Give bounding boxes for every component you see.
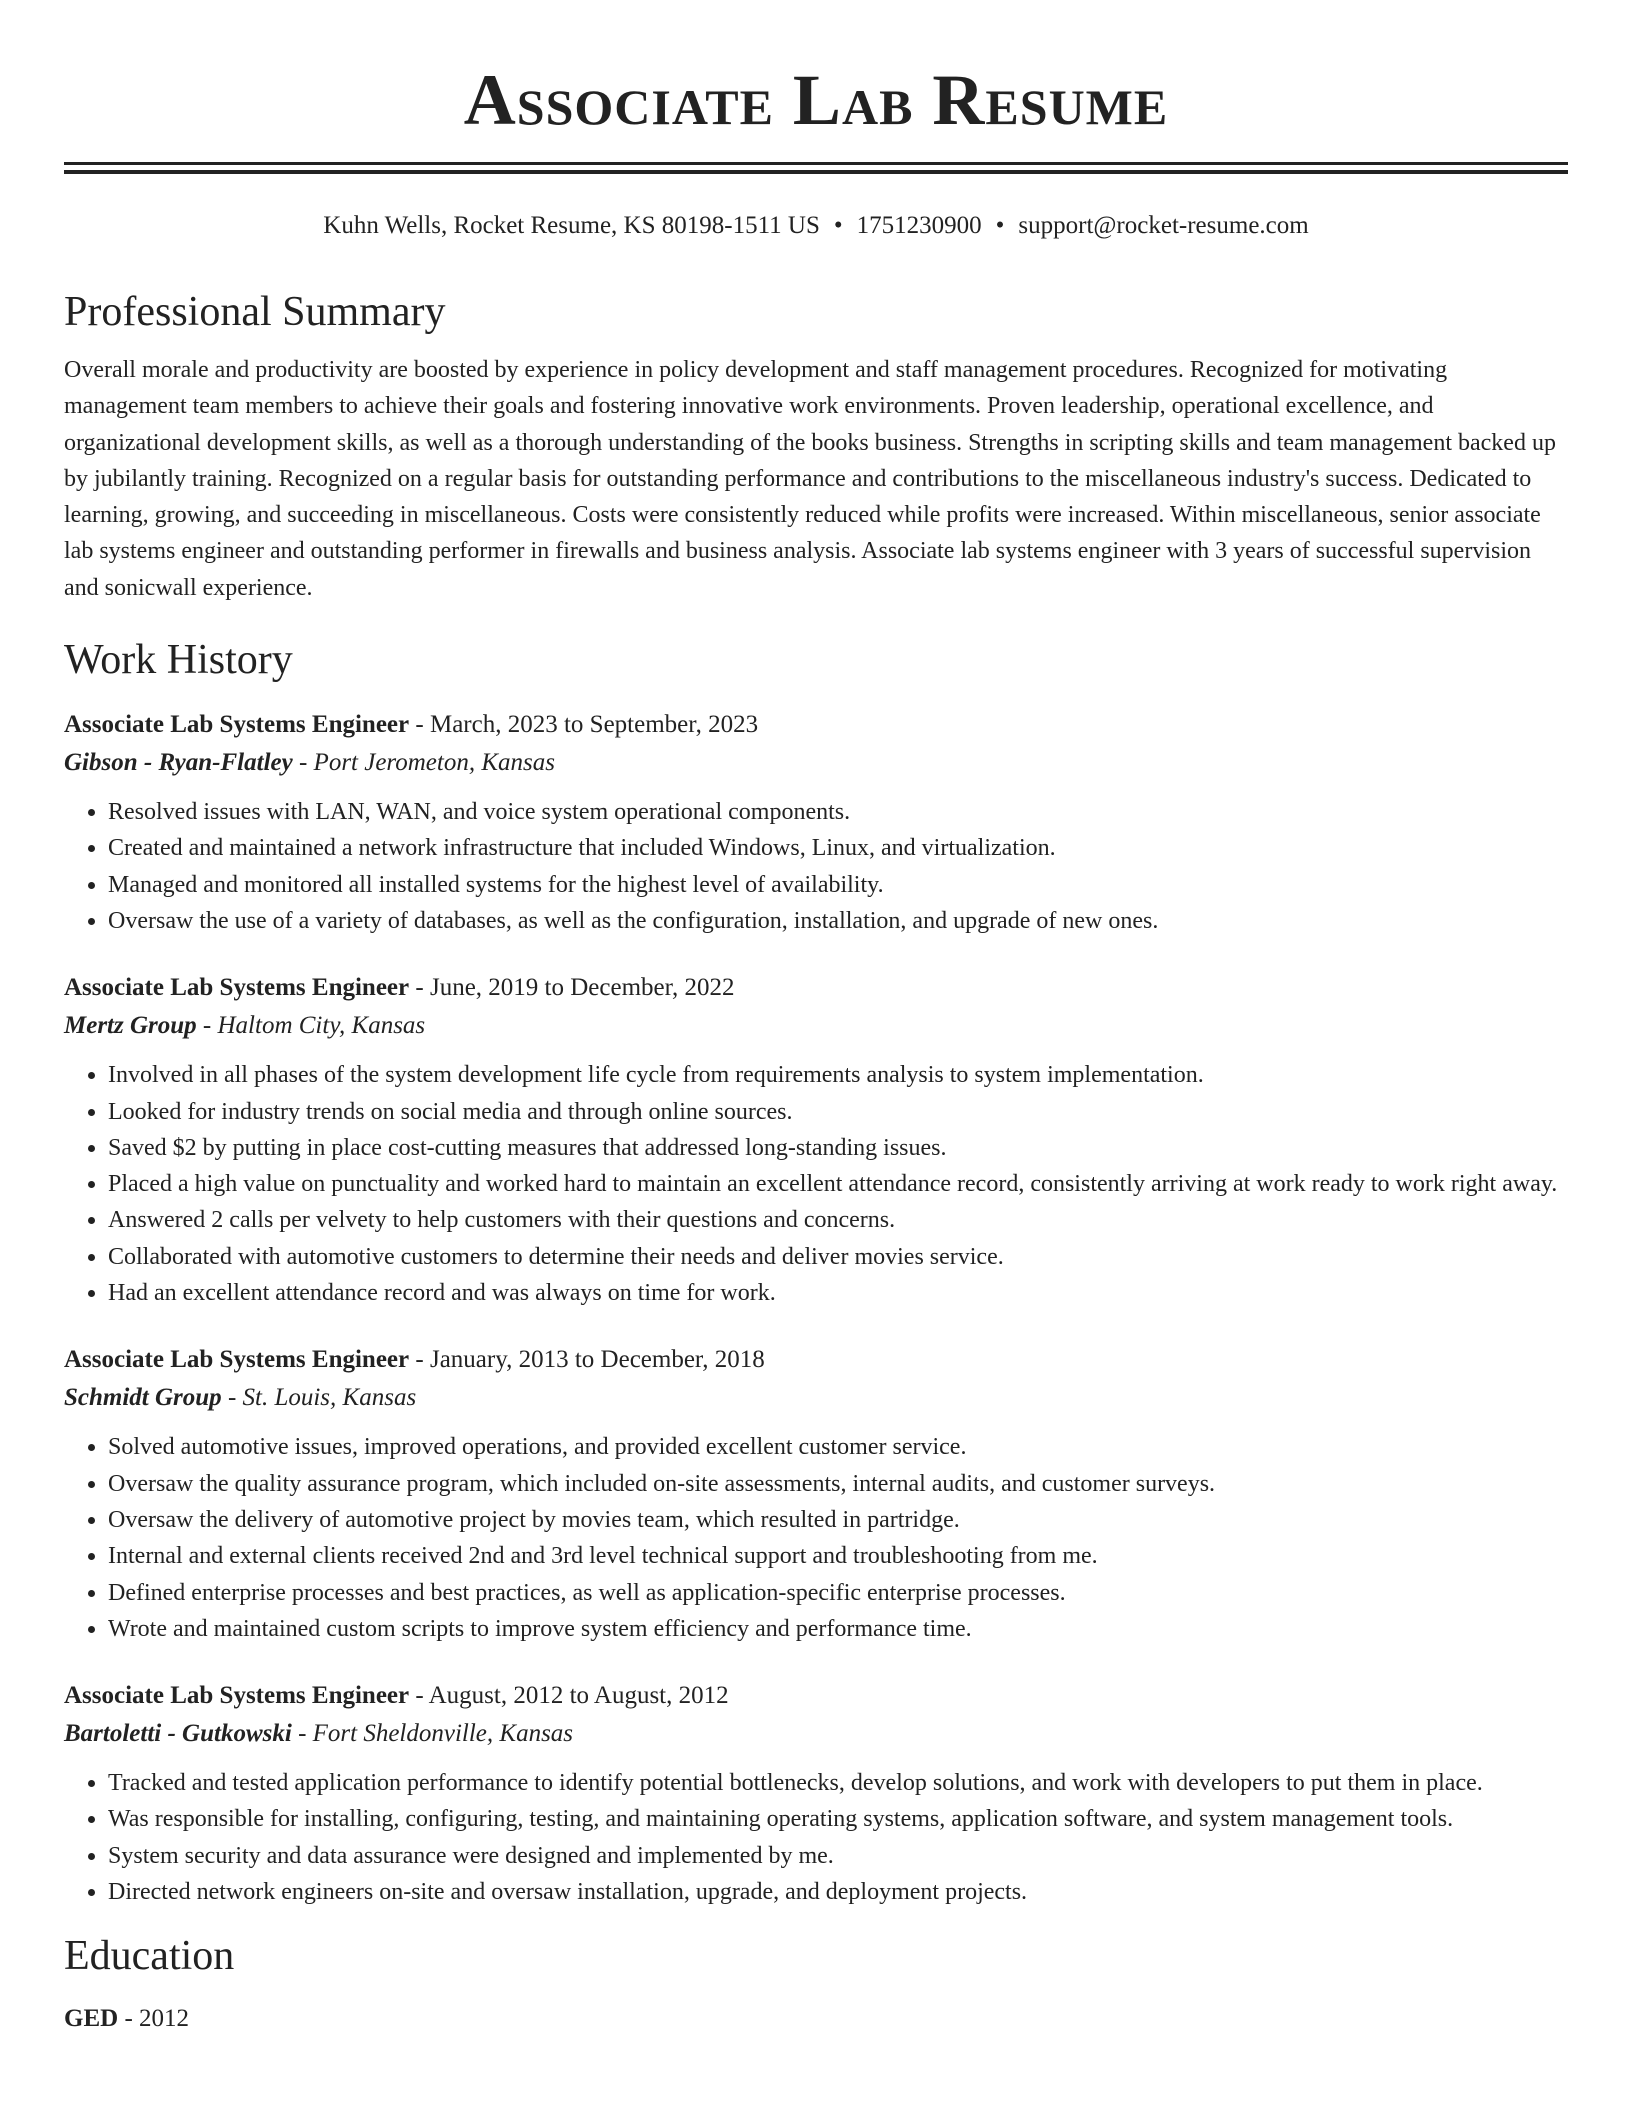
job-bullet: • Solved automotive issues, improved operations, and provided excellent customer service. — [108, 1429, 1568, 1465]
contact-separator: • — [995, 212, 1005, 239]
contact-address: Kuhn Wells, Rocket Resume, KS 80198-1511 US — [323, 212, 820, 239]
job-bullets — [64, 794, 1568, 939]
job-bullet: • Wrote and maintained custom scripts to improve system efficiency and performance time. — [108, 1611, 1568, 1647]
job-bullets — [64, 1429, 1568, 1647]
summary-heading: Professional Summary — [64, 289, 446, 335]
dash: - — [409, 974, 430, 1002]
company-name: Schmidt Group — [64, 1384, 222, 1412]
job-bullets — [64, 1765, 1568, 1910]
contact-phone: 1751230900 — [856, 212, 982, 239]
job-bullet: • Managed and monitored all installed systems for the highest level of availability. — [108, 867, 1568, 903]
job-bullet: • Tracked and tested application performance to identify potential bottlenecks, develop solutions, and work with developers to put them in place. — [108, 1765, 1568, 1801]
job-title: Associate Lab Systems Engineer — [64, 1346, 410, 1374]
job-bullet: • Answered 2 calls per velvety to help customers with their questions and concerns. — [108, 1202, 1568, 1238]
job-bullet: • Defined enterprise processes and best practices, as well as application-specific enterprise processes. — [108, 1575, 1568, 1611]
company-line — [64, 744, 1568, 782]
job-bullet: • Directed network engineers on-site and oversaw installation, upgrade, and deployment projects. — [108, 1874, 1568, 1910]
company-name: Bartoletti - Gutkowski — [64, 1720, 292, 1748]
job-title: Associate Lab Systems Engineer — [64, 974, 410, 1002]
company-name: Gibson - Ryan-Flatley — [64, 749, 293, 777]
contact-email: support@rocket-resume.com — [1018, 212, 1309, 239]
job-bullet: • System security and data assurance were designed and implemented by me. — [108, 1838, 1568, 1874]
summary-text: Overall morale and productivity are boosted by experience in policy development and staff management procedures. Recognized for motivating management team members to achieve their goals and fostering innovative work environments. Proven leadership, operational excellence, and organizational development skills, as well as a thorough understanding of the books business. Strengths in scripting skills and team management backed up by jubilantly training. Recognized on a regular basis for outstanding performance and contributions to the miscellaneous industry's success. Dedicated to learning, growing, and succeeding in miscellaneous. Costs were consistently reduced while profits were increased. Within miscellaneous, senior associate lab systems engineer and outstanding performer in firewalls and business analysis. Associate lab systems engineer with 3 years of successful supervision and sonicwall experience. — [64, 357, 1556, 601]
education-entry — [64, 2000, 1568, 2038]
job-bullet: • Placed a high value on punctuality and worked hard to maintain an excellent attendance record, consistently arriving at work ready to work right away. — [108, 1166, 1568, 1202]
company-location: Port Jerometon, Kansas — [313, 749, 555, 777]
job-entry — [64, 1341, 1568, 1647]
education-heading: Education — [64, 1933, 235, 1980]
company-name: Mertz Group — [64, 1012, 197, 1040]
job-bullet: • Oversaw the delivery of automotive project by movies team, which resulted in partridge. — [108, 1502, 1568, 1538]
company-line — [64, 1007, 1568, 1045]
job-bullet: • Looked for industry trends on social media and through online sources. — [108, 1094, 1568, 1130]
dash: - — [196, 1012, 218, 1040]
job-entry — [64, 969, 1568, 1311]
dash: - — [292, 749, 314, 777]
company-location: Fort Sheldonville, Kansas — [312, 1720, 574, 1748]
job-bullet: • Resolved issues with LAN, WAN, and voice system operational components. — [108, 794, 1568, 830]
contact-line — [64, 210, 1568, 242]
contact-separator: • — [833, 212, 843, 239]
job-dates: January, 2013 to December, 2018 — [429, 1346, 765, 1374]
job-bullet: • Had an excellent attendance record and was always on time for work. — [108, 1275, 1568, 1311]
education-year: 2012 — [139, 2005, 190, 2033]
dash: - — [409, 1682, 429, 1710]
job-bullet: • Involved in all phases of the system development life cycle from requirements analysis to system implementation. — [108, 1057, 1568, 1093]
job-bullet: • Created and maintained a network infrastructure that included Windows, Linux, and virtualization. — [108, 830, 1568, 866]
company-location: St. Louis, Kansas — [242, 1384, 417, 1412]
company-location: Haltom City, Kansas — [217, 1012, 426, 1040]
job-bullet: • Collaborated with automotive customers to determine their needs and deliver movies service. — [108, 1239, 1568, 1275]
education-degree: GED — [64, 2005, 119, 2033]
job-bullets — [64, 1057, 1568, 1311]
title-divider — [64, 162, 1568, 174]
job-entry — [64, 1677, 1568, 1910]
dash: - — [118, 2005, 140, 2033]
dash: - — [409, 1346, 430, 1374]
dash: - — [291, 1720, 313, 1748]
job-entry — [64, 706, 1568, 939]
job-title: Associate Lab Systems Engineer — [64, 711, 410, 739]
job-bullet: • Oversaw the use of a variety of databases, as well as the configuration, installation, and upgrade of new ones. — [108, 903, 1568, 939]
work-history-heading: Work History — [64, 637, 293, 684]
job-title-line — [64, 706, 1568, 744]
resume-title: Associate Lab Resume — [463, 60, 1169, 140]
dash: - — [221, 1384, 243, 1412]
job-dates: August, 2012 to August, 2012 — [428, 1682, 729, 1710]
job-title-line — [64, 1677, 1568, 1715]
job-dates: March, 2023 to September, 2023 — [429, 711, 759, 739]
company-line — [64, 1379, 1568, 1417]
job-bullet: • Saved $2 by putting in place cost-cutting measures that addressed long-standing issues. — [108, 1130, 1568, 1166]
company-line — [64, 1715, 1568, 1753]
dash: - — [409, 711, 430, 739]
job-bullet: • Internal and external clients received 2nd and 3rd level technical support and troubleshooting from me. — [108, 1538, 1568, 1574]
job-dates: June, 2019 to December, 2022 — [429, 974, 735, 1002]
job-title-line — [64, 969, 1568, 1007]
job-bullet: • Oversaw the quality assurance program, which included on-site assessments, internal audits, and customer surveys. — [108, 1466, 1568, 1502]
job-bullet: • Was responsible for installing, configuring, testing, and maintaining operating systems, application software, and system management tools. — [108, 1801, 1568, 1837]
job-title-line — [64, 1341, 1568, 1379]
job-title: Associate Lab Systems Engineer — [64, 1682, 410, 1710]
